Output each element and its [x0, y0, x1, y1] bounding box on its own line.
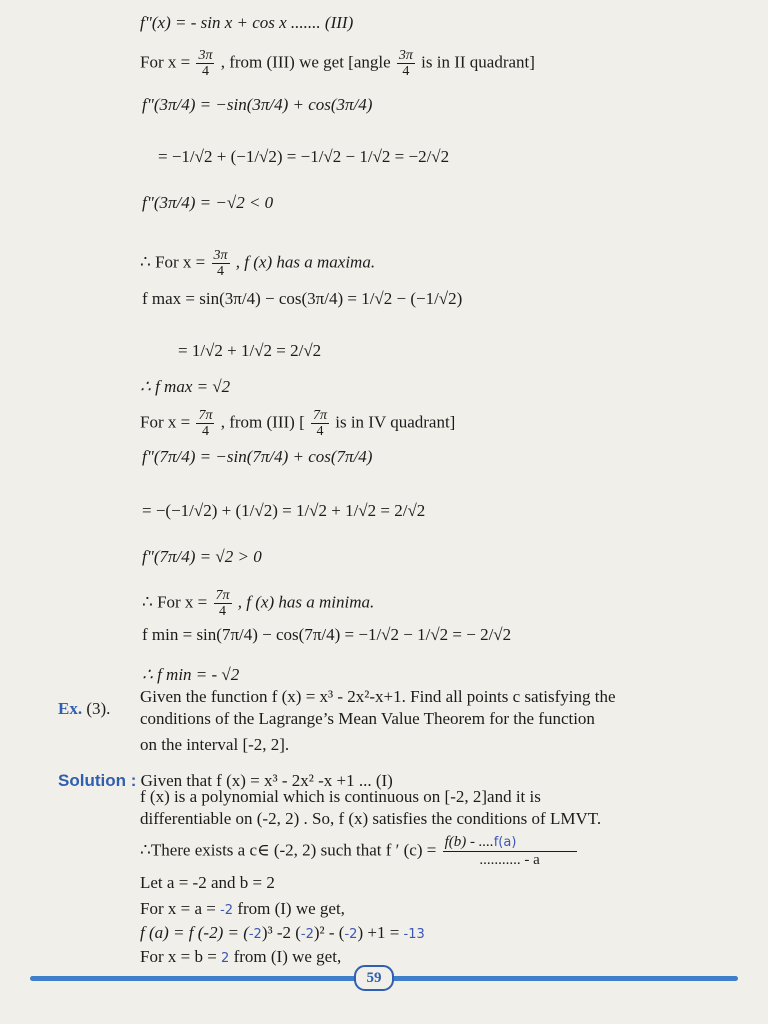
text: )³ -2 (	[261, 923, 301, 942]
eq-fmin: f min = sin(7π/4) − cos(7π/4) = −1/√2 − 1/√2 = − 2/√2	[142, 625, 512, 644]
solution-line-6	[140, 898, 345, 922]
frac-num: 3π	[198, 48, 213, 63]
eq-f2-7pi4: f"(7π/4) = −sin(7π/4) + cos(7π/4)	[142, 447, 373, 466]
fraction	[397, 48, 415, 79]
frac-den: 4	[402, 64, 410, 79]
example-tag: Ex.	[58, 699, 83, 718]
text: Given that f (x) = x³ - 2x² -x +1 ... (I)	[140, 771, 393, 790]
example-text-2: conditions of the Lagrange’s Mean Value Theorem for the function	[140, 709, 595, 728]
fraction	[443, 834, 577, 869]
eq-fmax-result: ∴ f max = √2	[140, 377, 231, 396]
solution-line-3: differentiable on (-2, 2) . So, f (x) satisfies the conditions of LMVT.	[140, 809, 602, 828]
eq-fmax-simplify: = 1/√2 + 1/√2 = 2/√2	[178, 341, 322, 360]
text: f(b) - ....	[444, 834, 494, 850]
text: ∴There exists a c∈ (-2, 2) such that f ′ (c) =	[140, 840, 437, 860]
handwritten-answer: -2	[220, 903, 234, 918]
frac-num: 7π	[198, 408, 213, 423]
eq-fmax: f max = sin(3π/4) − cos(3π/4) = 1/√2 − (−1/√2)	[142, 289, 463, 308]
fraction	[196, 408, 214, 439]
text: ∴ For x =	[140, 252, 206, 272]
text: , from (III) we get [angle	[220, 52, 391, 72]
frac-den: 4	[316, 424, 324, 439]
solution-line-7	[140, 922, 425, 946]
example-text-3: on the interval [-2, 2].	[140, 735, 290, 754]
text: For x =	[140, 412, 191, 432]
frac-num: 3π	[213, 248, 228, 263]
solution-line-2: f (x) is a polynomial which is continuous on [-2, 2]and it is	[140, 787, 541, 806]
example-number: (3).	[86, 699, 111, 718]
text: , from (III) [	[220, 412, 305, 432]
text: , f (x) has a minima.	[237, 592, 375, 612]
solution-line-4	[140, 834, 579, 869]
text: is in IV quadrant]	[335, 412, 456, 432]
text: ∴ For x =	[142, 592, 208, 612]
fraction	[311, 408, 329, 439]
eq-f2-3pi4-simplify: = −1/√2 + (−1/√2) = −1/√2 − 1/√2 = −2/√2	[158, 147, 450, 166]
text: For x =	[140, 52, 191, 72]
frac-den: ........... - a	[479, 852, 540, 868]
handwritten-answer: f(a)	[493, 835, 517, 850]
solution-label: Solution :	[58, 771, 137, 790]
text: from (I) we get,	[229, 947, 342, 966]
frac-num: 3π	[398, 48, 413, 63]
frac-den: 4	[201, 424, 209, 439]
handwritten-answer: -2	[248, 927, 262, 942]
line-for-x-7pi4	[140, 408, 455, 439]
example-label	[58, 698, 110, 720]
text: , f (x) has a maxima.	[235, 252, 376, 272]
handwritten-answer: 2	[221, 951, 230, 966]
solution-line-5: Let a = -2 and b = 2	[140, 873, 275, 892]
eq-second-derivative: f"(x) = - sin x + cos x ....... (III)	[140, 13, 354, 32]
text: )² - (	[313, 923, 345, 942]
example-text-1: Given the function f (x) = x³ - 2x²-x+1. Find all points c satisfying the	[140, 687, 616, 706]
eq-f2-3pi4-result: f"(3π/4) = −√2 < 0	[142, 193, 274, 212]
handwritten-answer: -2	[300, 927, 314, 942]
fraction	[214, 588, 232, 619]
line-minima	[142, 588, 374, 619]
text: For x = b =	[140, 947, 222, 966]
text: from (I) we get,	[233, 899, 345, 918]
frac-den: 4	[201, 64, 209, 79]
text: f (a) = f (-2) = (	[140, 923, 249, 942]
fraction	[212, 248, 230, 279]
text: is in II quadrant]	[421, 52, 535, 72]
line-for-x-3pi4	[140, 48, 535, 79]
frac-num	[443, 834, 577, 852]
eq-f2-7pi4-result: f"(7π/4) = √2 > 0	[142, 547, 262, 566]
fraction	[196, 48, 214, 79]
eq-f2-3pi4: f"(3π/4) = −sin(3π/4) + cos(3π/4)	[142, 95, 373, 114]
text: For x = a =	[140, 899, 221, 918]
frac-den: 4	[219, 604, 227, 619]
text: ) +1 =	[357, 923, 404, 942]
handwritten-answer: -13	[403, 927, 425, 942]
frac-num: 7π	[312, 408, 327, 423]
page-number: 59	[354, 965, 394, 991]
handwritten-answer: -2	[344, 927, 358, 942]
frac-num: 7π	[215, 588, 230, 603]
frac-den: 4	[217, 264, 225, 279]
eq-f2-7pi4-simplify: = −(−1/√2) + (1/√2) = 1/√2 + 1/√2 = 2/√2	[142, 501, 426, 520]
line-maxima	[140, 248, 375, 279]
eq-fmin-result: ∴ f min = - √2	[142, 665, 240, 684]
solution-line-8	[140, 946, 341, 970]
